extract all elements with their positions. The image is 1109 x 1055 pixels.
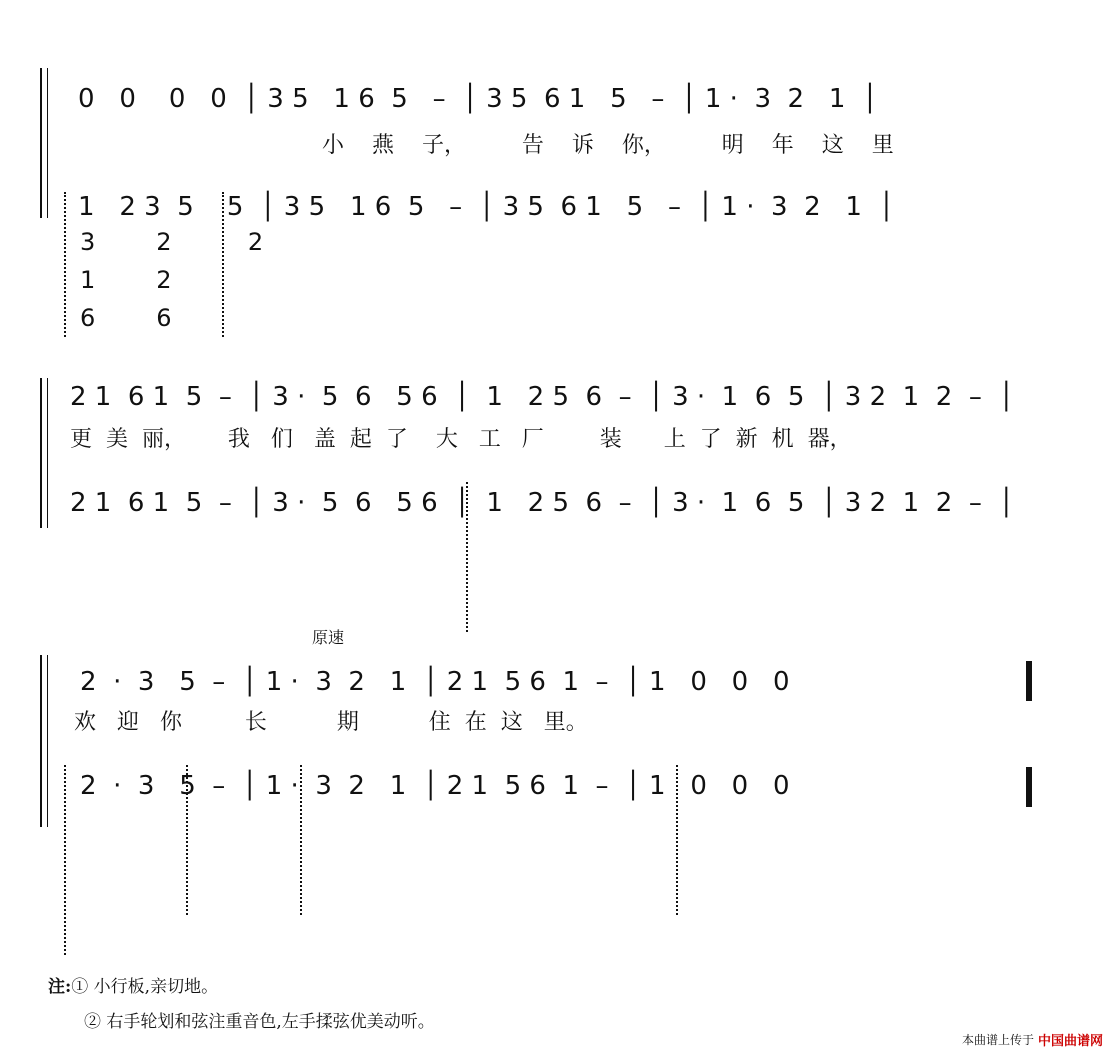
system-1 bbox=[0, 60, 1109, 340]
arpeggio-mark bbox=[64, 765, 70, 955]
system-bracket bbox=[40, 655, 48, 827]
chord-tone: 6 6 bbox=[80, 304, 172, 332]
lyrics-line: 欢 迎 你 长 期 住 在 这 里。 bbox=[74, 710, 588, 735]
system-3 bbox=[0, 625, 1109, 965]
melody-line: 0 0 0 0 │ 3 5 1 6 5 – │ 3 5 6 1 5 – │ 1 · 3 2 1 │ bbox=[78, 84, 878, 114]
lyrics-line: 小 燕 子， 告 诉 你， 明 年 这 里 bbox=[322, 133, 894, 158]
site-logo: 中国曲谱网 bbox=[1037, 1034, 1103, 1049]
final-barline bbox=[1026, 661, 1032, 701]
melody-line: 2 1 6 1 5 – │ 3 · 5 6 5 6 │ 1 2 5 6 – │ 3 · 1 6 5 │ 3 2 1 2 – │ bbox=[70, 382, 1015, 412]
chord-tone: 1 2 bbox=[80, 266, 172, 294]
notes-label: 注: bbox=[48, 977, 72, 997]
arpeggio-mark bbox=[300, 765, 306, 915]
chord-tone: 3 2 2 bbox=[80, 228, 264, 256]
arpeggio-mark bbox=[64, 192, 70, 337]
performance-notes bbox=[48, 972, 435, 1042]
system-2 bbox=[0, 370, 1109, 640]
system-bracket bbox=[40, 378, 48, 528]
watermark-text: 本曲谱上传于 bbox=[961, 1033, 1034, 1047]
lyrics-line: 更 美 丽， 我 们 盖 起 了 大 工 厂 装 上 了 新 机 器， bbox=[70, 427, 852, 452]
note-text-1: ① 小行板,亲切地。 bbox=[71, 977, 219, 997]
note-line-1 bbox=[48, 972, 435, 997]
arpeggio-mark bbox=[466, 482, 472, 632]
watermark bbox=[962, 1030, 1103, 1049]
arpeggio-mark bbox=[186, 765, 192, 915]
final-barline bbox=[1026, 767, 1032, 807]
arpeggio-mark bbox=[676, 765, 682, 915]
accompaniment-line: 1 2 3 5 5 │ 3 5 1 6 5 – │ 3 5 6 1 5 – │ 1 · 3 2 1 │ bbox=[78, 192, 895, 222]
accompaniment-line: 2 1 6 1 5 – │ 3 · 5 6 5 6 │ 1 2 5 6 – │ 3 · 1 6 5 │ 3 2 1 2 – │ bbox=[70, 488, 1015, 518]
tempo-marking: 原速 bbox=[312, 628, 345, 647]
system-bracket bbox=[40, 68, 48, 218]
note-line-2: ② 右手轮划和弦注重音色,左手揉弦优美动听。 bbox=[84, 1012, 435, 1032]
arpeggio-mark bbox=[222, 192, 228, 337]
melody-line: 2 · 3 5 – │ 1 · 3 2 1 │ 2 1 5 6 1 – │ 1 0 0 0 bbox=[80, 667, 790, 697]
accompaniment-line: 2 · 3 5 – │ 1 · 3 2 1 │ 2 1 5 6 1 – │ 1 0 0 0 bbox=[80, 771, 790, 801]
